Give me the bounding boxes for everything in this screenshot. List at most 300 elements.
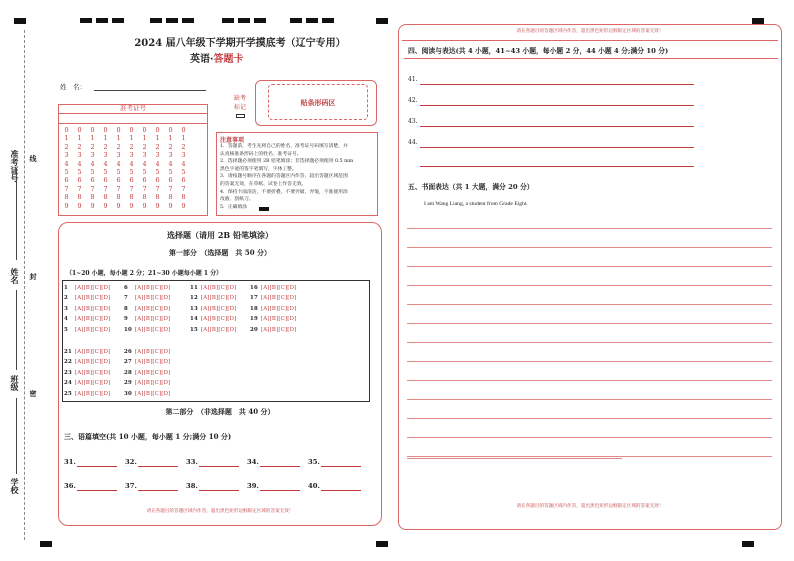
digit-bubble[interactable]: 0 [129, 126, 134, 134]
digit-bubble[interactable]: 6 [168, 176, 173, 185]
blank-line[interactable] [138, 490, 178, 491]
timing-mark [322, 18, 334, 23]
answer-options[interactable]: [A][B][C][D] [133, 359, 171, 366]
answer-options[interactable]: [A][B][C][D] [73, 380, 111, 387]
digit-bubble[interactable]: 0 [103, 126, 108, 134]
question-row[interactable] [64, 285, 110, 295]
digit-bubble[interactable]: 4 [142, 159, 147, 168]
blank-number: 33. [186, 458, 198, 466]
digit-bubble[interactable]: 4 [155, 159, 160, 168]
blank-line[interactable] [199, 466, 239, 467]
answer-options[interactable]: [A][B][C][D] [199, 295, 237, 302]
answer-options[interactable]: [A][B][C][D] [259, 326, 297, 333]
digit-bubble[interactable]: 1 [64, 134, 69, 143]
bubble-col-6[interactable] [124, 349, 170, 401]
side-fill-line [16, 290, 17, 370]
question-row[interactable] [64, 380, 110, 390]
digit-bubble[interactable]: 9 [129, 201, 134, 210]
question-number: 5 [64, 326, 68, 333]
question-number: 20 [250, 326, 258, 333]
digit-bubble[interactable]: 5 [142, 168, 147, 177]
digit-bubble[interactable]: 0 [64, 126, 69, 134]
digit-bubble[interactable]: 7 [77, 184, 82, 193]
digit-bubble[interactable]: 6 [64, 176, 69, 185]
digit-bubble[interactable]: 5 [77, 168, 82, 177]
digit-bubble[interactable]: 5 [181, 168, 186, 177]
digit-bubble[interactable]: 8 [142, 193, 147, 202]
digit-bubble[interactable]: 9 [168, 201, 173, 210]
blank-line[interactable] [77, 490, 117, 491]
binding-line [24, 30, 25, 540]
timing-mark [112, 18, 124, 23]
side-label-name: 姓名 [10, 268, 20, 284]
answer-options[interactable]: [A][B][C][D] [73, 359, 111, 366]
question-number: 1 [64, 285, 68, 291]
digit-bubble[interactable]: 7 [129, 184, 134, 193]
digit-bubble[interactable]: 9 [77, 201, 82, 210]
question-row[interactable] [124, 370, 170, 380]
digit-bubble[interactable]: 6 [129, 176, 134, 185]
question-number: 26 [124, 349, 132, 355]
answer-options[interactable]: [A][B][C][D] [73, 295, 111, 302]
digit-bubble[interactable]: 5 [155, 168, 160, 177]
question-row[interactable] [190, 316, 236, 326]
essay-line[interactable] [407, 304, 772, 305]
digit-bubble[interactable]: 4 [103, 159, 108, 168]
card-label: 答题卡 [213, 54, 244, 65]
digit-bubble[interactable]: 2 [142, 142, 147, 151]
essay-line[interactable] [407, 361, 772, 362]
bubble-col-5[interactable] [64, 349, 110, 401]
question-row[interactable] [190, 327, 236, 337]
digit-bubble[interactable]: 6 [77, 176, 82, 185]
digit-bubble[interactable]: 1 [155, 134, 160, 143]
question-number: 12 [190, 295, 198, 302]
question-number: 17 [250, 295, 258, 302]
question-number: 30 [124, 390, 132, 397]
digit-bubble[interactable]: 8 [90, 193, 95, 202]
essay-line[interactable] [407, 399, 772, 400]
digit-bubble[interactable]: 7 [181, 184, 186, 193]
digit-bubble[interactable]: 0 [181, 126, 186, 134]
digit-bubble[interactable]: 7 [142, 184, 147, 193]
question-row[interactable] [250, 285, 296, 295]
digit-bubble[interactable]: 7 [168, 184, 173, 193]
digit-bubble[interactable]: 2 [129, 142, 134, 151]
question-number: 21 [64, 349, 72, 355]
question-number: 24 [64, 380, 72, 387]
question-row[interactable] [124, 295, 170, 305]
digit-bubble[interactable]: 4 [181, 159, 186, 168]
timing-mark [96, 18, 108, 23]
timing-mark [222, 18, 234, 23]
digit-bubble[interactable]: 9 [103, 201, 108, 210]
footer-note-top: 请在各题目的答题区域内作答，超出黑色矩形边框限定区域的答案无效！ [516, 29, 664, 34]
digit-bubble[interactable]: 3 [142, 151, 147, 160]
question-row[interactable] [250, 306, 296, 316]
timing-mark [40, 541, 52, 547]
note-item: 认真核准条形码上的姓名、准考证号。 [220, 151, 302, 157]
question-row[interactable] [64, 359, 110, 369]
digit-bubble[interactable]: 3 [168, 151, 173, 160]
choice-rule: （1~20 小题，每小题 2 分；21~30 小题每小题 1 分） [66, 270, 223, 277]
timing-mark [14, 18, 26, 24]
note-item: 2．选择题必须使用 2B 铅笔填涂；非选择题必须使用 0.5 mm [220, 159, 354, 165]
right-divider [402, 40, 778, 41]
answer-options[interactable]: [A][B][C][D] [133, 369, 171, 376]
answer-options[interactable]: [A][B][C][D] [133, 285, 171, 291]
fill-sample-mark [259, 207, 269, 211]
digit-bubble[interactable]: 9 [116, 201, 121, 210]
answer-options[interactable]: [A][B][C][D] [199, 326, 237, 333]
bubble-col-4[interactable] [250, 285, 296, 337]
digit-bubble[interactable]: 2 [64, 142, 69, 151]
digit-bubble[interactable]: 2 [155, 142, 160, 151]
digit-bubble[interactable]: 1 [103, 134, 108, 143]
item-44-label: 44. [408, 139, 418, 146]
digit-bubble[interactable]: 6 [90, 176, 95, 185]
digit-bubble[interactable]: 5 [90, 168, 95, 177]
question-number: 22 [64, 359, 72, 366]
blank-line[interactable] [77, 466, 117, 467]
question-number: 23 [64, 369, 72, 376]
note-item: 的答案无效，在草纸、试卷上作答无效。 [220, 181, 307, 187]
answer-options[interactable]: [A][B][C][D] [133, 305, 171, 312]
question-number: 9 [124, 316, 128, 323]
timing-mark [166, 18, 178, 23]
side-label-line: 线 [29, 155, 38, 162]
digit-bubble[interactable]: 3 [64, 151, 69, 160]
item-43-line[interactable] [420, 126, 694, 127]
answer-options[interactable]: [A][B][C][D] [73, 390, 111, 397]
question-number: 7 [124, 295, 128, 302]
answer-options[interactable]: [A][B][C][D] [133, 349, 171, 355]
digit-bubble[interactable]: 8 [103, 193, 108, 202]
timing-mark [306, 18, 318, 23]
blank-number: 40. [308, 482, 320, 490]
bubble-col-1[interactable] [64, 285, 110, 337]
note-item: 黑色字迹的签字笔填写，字体工整。 [220, 166, 297, 172]
choice-title: 选择题（请用 2B 铅笔填涂） [167, 230, 273, 240]
digit-bubble[interactable]: 1 [142, 134, 147, 143]
question-number: 15 [190, 326, 198, 333]
essay-line[interactable] [407, 437, 772, 438]
timing-mark [290, 18, 302, 23]
digit-bubble[interactable]: 4 [168, 159, 173, 168]
digit-bubble[interactable]: 3 [116, 151, 121, 160]
digit-bubble[interactable]: 7 [155, 184, 160, 193]
digit-bubble[interactable]: 9 [155, 201, 160, 210]
question-row[interactable] [250, 295, 296, 305]
question-row[interactable] [64, 391, 110, 401]
digit-bubble[interactable]: 4 [116, 159, 121, 168]
timing-mark [742, 541, 754, 547]
blank-line[interactable] [321, 490, 361, 491]
question-row[interactable] [190, 295, 236, 305]
answer-options[interactable]: [A][B][C][D] [259, 316, 297, 323]
answer-options[interactable]: [A][B][C][D] [259, 305, 297, 312]
essay-line[interactable] [407, 285, 772, 286]
digit-bubble[interactable]: 5 [103, 168, 108, 177]
question-row[interactable] [64, 370, 110, 380]
answer-options[interactable]: [A][B][C][D] [259, 295, 297, 302]
digit-bubble[interactable]: 8 [155, 193, 160, 202]
digit-bubble[interactable]: 0 [142, 126, 147, 134]
question-row[interactable] [124, 306, 170, 316]
item-41-label: 41. [408, 76, 418, 83]
missing-mark-box[interactable] [236, 114, 245, 118]
blank-line[interactable] [138, 466, 178, 467]
digit-bubble[interactable]: 0 [116, 126, 121, 134]
blank-number: 31. [64, 458, 76, 466]
section3-title: 三、语篇填空(共 10 小题，每小题 1 分;满分 10 分) [64, 432, 232, 441]
missing-mark-label: 缺考 标记 [233, 95, 246, 111]
notes-heading: 注意事项 [220, 137, 245, 144]
answer-options[interactable]: [A][B][C][D] [73, 285, 111, 291]
blank-line[interactable] [321, 466, 361, 467]
digit-bubble[interactable]: 3 [181, 151, 186, 160]
item-41-line[interactable] [420, 84, 694, 85]
digit-bubble[interactable]: 8 [64, 193, 69, 202]
digit-bubble[interactable]: 8 [168, 193, 173, 202]
digit-bubble[interactable]: 3 [90, 151, 95, 160]
digit-bubble[interactable]: 5 [168, 168, 173, 177]
timing-mark [150, 18, 162, 23]
digit-bubble[interactable]: 0 [90, 126, 95, 134]
section4-divider [404, 58, 778, 59]
answer-options[interactable]: [A][B][C][D] [133, 326, 171, 333]
question-row[interactable] [124, 349, 170, 359]
part2-title: 第二部分 （非选择题 共 40 分） [165, 407, 275, 416]
essay-line[interactable] [407, 323, 772, 324]
timing-mark [254, 18, 266, 23]
side-fill-line [16, 398, 17, 474]
digit-bubble[interactable]: 2 [103, 142, 108, 151]
section4-title: 四、阅读与表达(共 4 小题，41~43 小题，每小题 2 分，44 小题 4 分;满分 10 分) [408, 47, 669, 55]
question-number: 13 [190, 305, 198, 312]
section5-title: 五、书面表达（共 1 大题，满分 20 分） [408, 183, 534, 191]
blank-line[interactable] [199, 490, 239, 491]
subtitle-dot: · [210, 54, 214, 65]
bubble-col-2[interactable] [124, 285, 170, 337]
answer-options[interactable]: [A][B][C][D] [199, 316, 237, 323]
answer-options[interactable]: [A][B][C][D] [73, 349, 111, 355]
digit-bubble[interactable]: 4 [90, 159, 95, 168]
notes-list [220, 143, 376, 211]
digit-bubble[interactable]: 1 [168, 134, 173, 143]
essay-line[interactable] [407, 247, 772, 248]
blank-number: 34. [247, 458, 259, 466]
question-number: 8 [124, 305, 128, 312]
footer-note-right: 请在各题目的答题区域内作答，超出黑色矩形边框限定区域的答案无效！ [516, 504, 664, 509]
digit-bubble[interactable]: 1 [77, 134, 82, 143]
timing-mark [376, 18, 388, 24]
essay-line[interactable] [407, 266, 772, 267]
timing-mark [182, 18, 194, 23]
part1-title: 第一部分 （选择题 共 50 分） [168, 248, 272, 257]
question-row[interactable] [64, 327, 110, 337]
timing-mark [376, 541, 388, 547]
right-page-box [398, 24, 782, 530]
side-fill-line [16, 168, 17, 260]
digit-bubble[interactable]: 1 [181, 134, 186, 143]
digit-bubble[interactable]: 6 [103, 176, 108, 185]
footer-note-left: 请在各题目的答题区域内作答，超出黑色矩形边框限定区域的答案无效！ [146, 509, 294, 514]
blank-number: 38. [186, 482, 198, 490]
digit-grid[interactable] [60, 126, 190, 210]
digit-bubble[interactable]: 8 [116, 193, 121, 202]
answer-options[interactable]: [A][B][C][D] [199, 305, 237, 312]
answer-options[interactable]: [A][B][C][D] [133, 390, 171, 397]
question-number: 10 [124, 326, 132, 333]
blank-number: 39. [247, 482, 259, 490]
question-row[interactable] [124, 391, 170, 401]
digit-bubble[interactable]: 5 [64, 168, 69, 177]
side-label-exam-no: 准考证号 [10, 150, 20, 182]
digit-bubble[interactable]: 7 [103, 184, 108, 193]
item-44-line-2[interactable] [420, 166, 694, 167]
name-field[interactable] [94, 90, 206, 91]
question-number: 3 [64, 305, 68, 312]
blank-line[interactable] [260, 466, 300, 467]
digit-bubble[interactable]: 3 [155, 151, 160, 160]
question-number: 18 [250, 305, 258, 312]
blank-number: 37. [125, 482, 137, 490]
question-number: 29 [124, 380, 132, 387]
answer-options[interactable]: [A][B][C][D] [133, 316, 171, 323]
item-42-label: 42. [408, 97, 418, 104]
digit-bubble[interactable]: 9 [90, 201, 95, 210]
question-number: 4 [64, 316, 68, 323]
digit-bubble[interactable]: 4 [77, 159, 82, 168]
digit-bubble[interactable]: 1 [129, 134, 134, 143]
essay-line[interactable] [407, 342, 772, 343]
essay-line[interactable] [407, 228, 772, 229]
blank-number: 36. [64, 482, 76, 490]
question-row[interactable] [124, 380, 170, 390]
digit-bubble[interactable]: 4 [64, 159, 69, 168]
essay-starter: I am Wang Liang, a student from Grade Eight. [424, 201, 528, 207]
name-label: 姓 名： [60, 83, 86, 91]
question-row[interactable] [64, 349, 110, 359]
digit-bubble[interactable]: 1 [116, 134, 121, 143]
question-row[interactable] [250, 316, 296, 326]
digit-bubble[interactable]: 3 [103, 151, 108, 160]
digit-bubble[interactable]: 8 [181, 193, 186, 202]
digit-bubble[interactable]: 0 [155, 126, 160, 134]
question-number: 28 [124, 369, 132, 376]
digit-bubble[interactable]: 3 [129, 151, 134, 160]
subject-label: 英语 [190, 54, 210, 65]
question-number: 19 [250, 316, 258, 323]
digit-bubble[interactable]: 6 [142, 176, 147, 185]
bubble-col-3[interactable] [190, 285, 236, 337]
question-row[interactable] [250, 327, 296, 337]
digit-bubble[interactable]: 4 [129, 159, 134, 168]
digit-bubble[interactable]: 2 [77, 142, 82, 151]
digit-bubble[interactable]: 5 [129, 168, 134, 177]
answer-options[interactable]: [A][B][C][D] [73, 305, 111, 312]
digit-bubble[interactable]: 7 [64, 184, 69, 193]
answer-options[interactable]: [A][B][C][D] [259, 285, 297, 291]
essay-line[interactable] [407, 458, 622, 459]
digit-bubble[interactable]: 2 [116, 142, 121, 151]
digit-bubble[interactable]: 3 [77, 151, 82, 160]
answer-options[interactable]: [A][B][C][D] [133, 380, 171, 387]
digit-bubble[interactable]: 7 [116, 184, 121, 193]
note-item: 5．正确填涂 [220, 204, 248, 210]
side-label-dense: 密 [29, 390, 38, 397]
answer-options[interactable]: [A][B][C][D] [133, 295, 171, 302]
blank-number: 35. [308, 458, 320, 466]
question-row[interactable] [190, 285, 236, 295]
digit-bubble[interactable]: 0 [168, 126, 173, 134]
digit-bubble[interactable]: 0 [77, 126, 82, 134]
question-row[interactable] [64, 306, 110, 316]
question-row[interactable] [124, 285, 170, 295]
essay-line[interactable] [407, 418, 772, 419]
digit-bubble[interactable]: 5 [116, 168, 121, 177]
question-row[interactable] [64, 316, 110, 326]
barcode-area: 贴条形码区 [268, 84, 368, 120]
digit-bubble[interactable]: 1 [90, 134, 95, 143]
digit-bubble[interactable]: 2 [181, 142, 186, 151]
digit-bubble[interactable]: 2 [90, 142, 95, 151]
digit-bubble[interactable]: 8 [77, 193, 82, 202]
question-row[interactable] [124, 316, 170, 326]
answer-options[interactable]: [A][B][C][D] [73, 326, 111, 333]
timing-mark [80, 18, 92, 23]
page-subtitle [190, 50, 243, 65]
timing-mark [238, 18, 250, 23]
side-label-class: 班级 [10, 375, 20, 391]
question-row[interactable] [64, 295, 110, 305]
digit-bubble[interactable]: 6 [116, 176, 121, 185]
blank-line[interactable] [260, 490, 300, 491]
question-number: 6 [124, 285, 128, 291]
note-item: 4．保持卡面清洁，不要折叠、不要弄破、弄皱，不准使用涂 [220, 189, 348, 195]
digit-bubble[interactable]: 7 [90, 184, 95, 193]
page-title: 2024 届八年级下学期开学摸底考（辽宁专用） [134, 38, 346, 49]
item-44-line[interactable] [420, 147, 694, 148]
question-number: 2 [64, 295, 68, 302]
answer-options[interactable]: [A][B][C][D] [199, 285, 237, 291]
question-number: 11 [190, 285, 198, 291]
essay-line[interactable] [407, 380, 772, 381]
item-42-line[interactable] [420, 105, 694, 106]
question-number: 25 [64, 390, 72, 397]
answer-options[interactable]: [A][B][C][D] [73, 369, 111, 376]
digit-bubble[interactable]: 9 [181, 201, 186, 210]
exam-number-label: 准考证号 [58, 104, 208, 114]
exam-number-write-row[interactable] [58, 113, 208, 124]
side-label-seal: 封 [29, 273, 38, 280]
question-row[interactable] [190, 306, 236, 316]
note-item: 1．答题前，考生先将自己的姓名，准考证号码填写清楚，并 [220, 144, 348, 149]
blank-number: 32. [125, 458, 137, 466]
question-row[interactable] [124, 359, 170, 369]
digit-bubble[interactable]: 9 [64, 201, 69, 210]
digit-bubble[interactable]: 2 [168, 142, 173, 151]
answer-options[interactable]: [A][B][C][D] [73, 316, 111, 323]
digit-bubble[interactable]: 8 [129, 193, 134, 202]
question-row[interactable] [124, 327, 170, 337]
digit-bubble[interactable]: 6 [181, 176, 186, 185]
note-item: 3．请按题号顺序在各题的答题区内作答，超出答题区域范围 [220, 174, 348, 180]
essay-line[interactable] [407, 456, 772, 457]
digit-bubble[interactable]: 9 [142, 201, 147, 210]
digit-bubble[interactable]: 6 [155, 176, 160, 185]
